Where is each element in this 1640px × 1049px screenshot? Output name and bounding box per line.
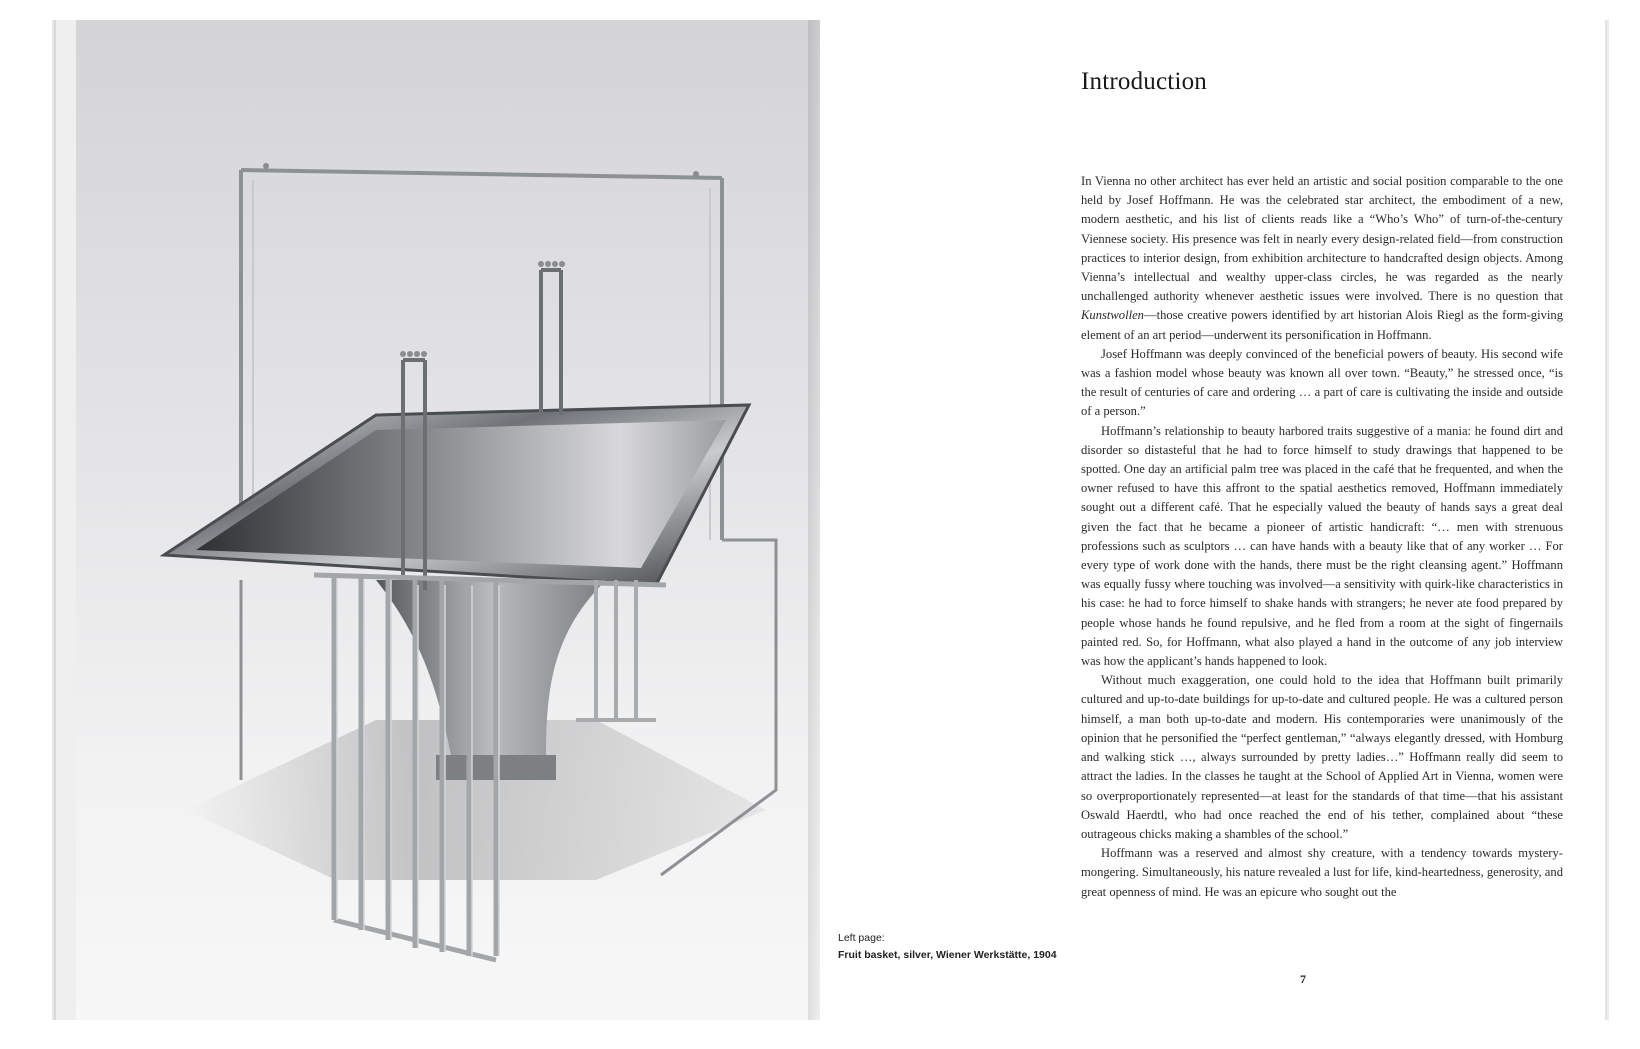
paragraph-5: Hoffmann was a reserved and almost shy creature, with a tendency towards mystery-mongering. Simultaneously, his nature revealed a lust for life, kind-heartedness, generosity, and great openness of mind. He was an epicure who sought out the — [1081, 846, 1563, 899]
paragraph-1 — [1081, 172, 1563, 345]
caption-label: Left page: — [838, 932, 885, 944]
photo-caption — [838, 930, 1068, 964]
paragraph-4: Without much exaggeration, one could hold to the idea that Hoffmann built primarily cultured and up-to-date buildings for up-to-date and cultured people. He was a cultured person himself, a man both up-to-date and modern. His contemporaries were unanimously of the opinion that he personified the “perfect gentleman,” “always elegantly dressed, with Homburg and walking stick …, always surrounded by pretty ladies…” Hoffmann really did seem to attract the ladies. In the classes he taught at the School of Applied Art in Vienna, women were so overproportionately represented—at least for the standards of that time—that his assistant Oswald Haerdtl, who had once reached the end of his tether, complained about “these outrageous chicks making a shambles of the school.” — [1081, 673, 1563, 841]
caption-text: Fruit basket, silver, Wiener Werkstätte, 1904 — [838, 949, 1057, 961]
paragraph-2: Josef Hoffmann was deeply convinced of the beneficial powers of beauty. His second wife was a fashion model whose beauty was known all over town. “Beauty,” he stressed once, “is the result of centuries of care and ordering … a part of care is cultivating the inside and outside of a person.” — [1081, 346, 1563, 419]
fruit-basket-illustration — [76, 20, 820, 1020]
fruit-basket-photo — [76, 20, 820, 1020]
page-number: 7 — [1300, 972, 1306, 986]
body-text — [1081, 172, 1563, 902]
paragraph-1-part-a: In Vienna no other architect has ever held an artistic and social position comparable to the one held by Josef Hoffmann. He was the celebrated star architect, the embodiment of a new, modern aesthetic, and his list of clients reads like a “Who’s Who” of turn-of-the-century Viennese society. His presence was felt in nearly every design-related field—from construction practices to interior design, from exhibition architecture to handcrafted design objects. Among Vienna’s intellectual and wealthy upper-class circles, he was regarded as the nearly unchallenged authority whenever aesthetic issues were involved. There is no question that — [1081, 174, 1563, 304]
paragraph-1-part-b: —those creative powers identified by art historian Alois Riegl as the form-giving element of an art period—underwent its personification in Hoffmann. — [1081, 308, 1563, 342]
paragraph-1-emphasis: Kunstwollen — [1081, 308, 1144, 323]
paragraph-3: Hoffmann’s relationship to beauty harbored traits suggestive of a mania: he found dirt and disorder so distasteful that he had to force himself to study drawings that happened to be spotted. One day an artificial palm tree was placed in the café that he frequented, and when the owner refused to have this affront to the spatial aesthetics removed, Hoffmann immediately sought out a different café. That he especially valued the beauty of hands says a great deal given the fact that he became a pioneer of artistic handicraft: “… men with strenuous professions such as sculptors … can have hands with a beauty like that of any worker … For every type of work done with the hands, there must be the right cleansing agent.” Hoffmann was equally fussy where touching was involved—a sensitivity with quirk-like characteristics in his case: he had to force himself to shake hands with strangers; he never ate food prepared by people whose hands he found repulsive, and he fled from a room at the sight of fingernails painted red. So, for Hoffmann, what also played a hand in the outcome of any job interview was how the applicant’s hands happened to look. — [1081, 423, 1563, 669]
chapter-title: Introduction — [1081, 68, 1207, 95]
left-page — [56, 20, 820, 1020]
